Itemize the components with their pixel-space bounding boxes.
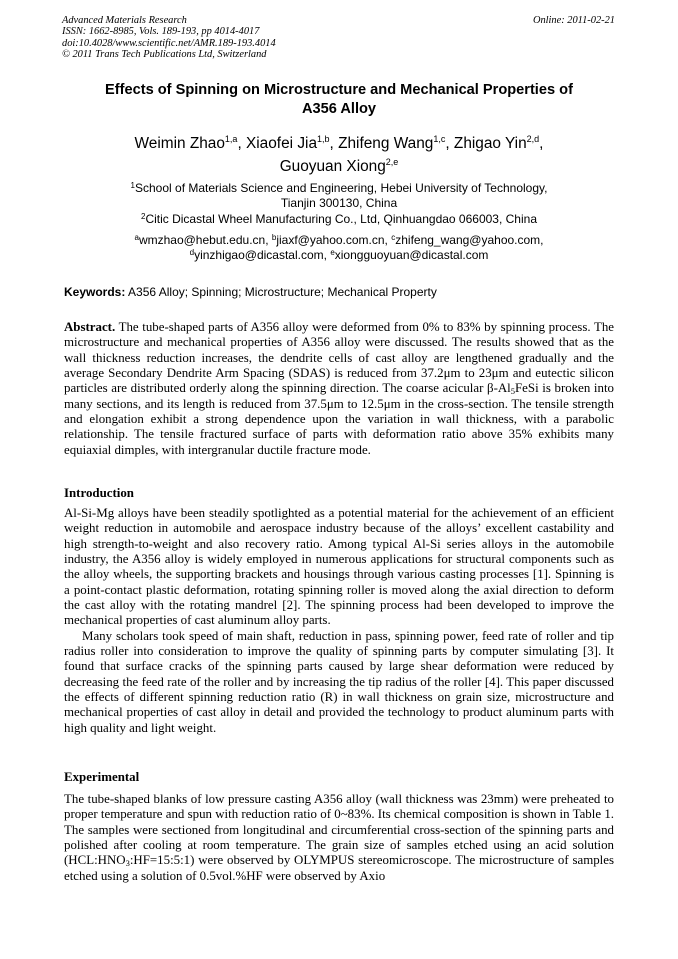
section-heading-experimental: Experimental [64,770,140,784]
affiliation-1-line-2: Tianjin 300130, China [280,195,398,210]
affiliation-1-line-1: School of Materials Science and Engineering, Hebei University of Technology, [135,181,548,195]
email-address: jiaxf@yahoo.com.cn, [276,233,392,247]
author-separator: , [445,135,454,152]
subscript: 5 [510,386,516,397]
keywords-text: A356 Alloy; Spinning; Microstructure; Mechanical Property [125,285,437,299]
title-line-1: Effects of Spinning on Microstructure and Mechanical Properties of [105,82,573,98]
email-mark: d [189,247,195,257]
experimental-section [64,792,614,884]
author-list [64,132,614,178]
email-list [64,233,614,262]
abstract-text: The tube-shaped parts of A356 alloy were deformed from 0% to 83% by spinning process. The microstructure and mechanical properties of A356 alloy were discussed. The results showed that as the wall thickness reduction increases, the dendrite cells of cast alloy are lengthened gradually and the average Secondary Dendrite Arm Spacing (SDAS) is reduced from 37.2μm to 23μm and eutectic silicon particles are distributed orderly along the spinning direction. The coarse acicular β-Al [64,320,614,396]
online-date: Online: 2011-02-21 [532,15,615,26]
journal-header [62,15,276,61]
affiliation-2 [64,212,614,227]
abstract [64,320,614,458]
author-affiliation-mark: 1,c [433,134,446,144]
keywords [64,285,614,299]
author-separator: , [237,135,246,152]
author-name: Zhigao Yin [453,135,527,152]
affiliation-1 [64,181,614,210]
author-affiliation-mark: 2,d [526,134,540,144]
abstract-text: FeSi is broken into many sections, and its length is reduced from 37.5μm to 12.5μm in the cross-section. The tensile strength and elongation exhibit a strong dependence upon the variation in wall thickness, with a parabolic relationship. The tensile fractured surface of parts with deformation ratio above 35% exhibits many equiaxial dimples, with intergranular ductile fracture mode. [64,381,614,457]
author-line-1 [64,132,614,155]
author-affiliation-mark: 2,e [385,157,399,167]
author-separator: , [329,135,339,152]
subscript: 3 [125,858,130,869]
email-mark: a [134,233,139,242]
paragraph-text: The tube-shaped blanks of low pressure casting A356 alloy (wall thickness was 23mm) were preheated to proper temperature and spun with reduction ratio of 0~83%. Its chemical composition is shown in Table 1. The samples were sectioned from longitudinal and circumferential cross-section of the spinning parts and polished after cooling at room temperature. The grain size of samples etched using an acid solution (HCL:HNO [64,792,614,868]
keywords-label: Keywords: [64,285,126,299]
paragraph: Al-Si-Mg alloys have been steadily spotlighted as a potential material for the achievement of an efficient weight reduction in automobile and aerospace industry because of the alloys’ excellent castability and high strength-to-weight and also recovery ratio. Among typical Al-Si series alloys in the automobile industry, the A356 alloy is widely employed in numerous applications for structural components such as the alloy wheels, the supporting brackets and housings through various casting processes [1]. Spinning is a point-contact plastic deformation, rotating spinning roller is moved along the axial direction to deform the cast alloy with the rotating mandrel [2]. The spinning process had been developed to improve the mechanical properties of cast aluminum alloy parts. [64,506,614,628]
affiliation-mark: 1 [130,181,135,190]
author-name: Zhifeng Wang [338,135,434,152]
doi-line: doi:10.4028/www.scientific.net/AMR.189-193.4014 [62,37,276,49]
email-mark: c [391,233,396,242]
copyright-line: © 2011 Trans Tech Publications Ltd, Switzerland [62,49,267,61]
author-affiliation-mark: 1,b [317,134,330,144]
author-affiliation-mark: 1,a [224,134,238,144]
section-heading-introduction: Introduction [64,486,134,500]
author-name: Guoyuan Xiong [279,158,386,175]
email-mark: e [330,247,335,257]
email-address: xiongguoyuan@dicastal.com [334,247,489,262]
paragraph: Many scholars took speed of main shaft, reduction in pass, spinning power, feed rate of roller and tip radius roller into consideration to improve the quality of spinning parts by computer simulating [3]. It found that surface cracks of the spinning parts caused by large shear deformation were reduced by decreasing the feed rate of the roller and by increasing the tip radius of the roller [4]. This paper discussed the effects of different spinning reduction ratio (R) in wall thickness on grain size, microstructure and mechanical properties of cast alloy in detail and provided the technology to product aluminum parts with high quality and light weight. [64,628,614,735]
author-name: Weimin Zhao [134,135,225,152]
affiliation-2-line-1: Citic Dicastal Wheel Manufacturing Co., Ltd, Qinhuangdao 066003, China [145,212,537,226]
author-separator: , [539,135,544,152]
email-address: yinzhigao@dicastal.com, [194,247,331,262]
author-name: Xiaofei Jia [246,135,318,152]
paragraph-text: :HF=15:5:1) were observed by OLYMPUS stereomicroscope. The microstructure of samples etched using a solution of 0.5vol.%HF were observed by Axio [64,853,614,883]
issn-line: ISSN: 1662-8985, Vols. 189-193, pp 4014-4017 [62,26,260,38]
affiliation-mark: 2 [140,212,146,221]
abstract-label: Abstract. [64,320,116,334]
email-mark: b [271,233,277,242]
email-address: zhifeng_wang@yahoo.com, [395,233,544,247]
title-line-2: A356 Alloy [301,101,377,117]
journal-name: Advanced Materials Research [62,15,187,26]
author-line-2 [64,155,614,178]
introduction-section [64,506,614,736]
email-address: wmzhao@hebut.edu.cn, [138,233,272,247]
paper-title [64,81,614,119]
